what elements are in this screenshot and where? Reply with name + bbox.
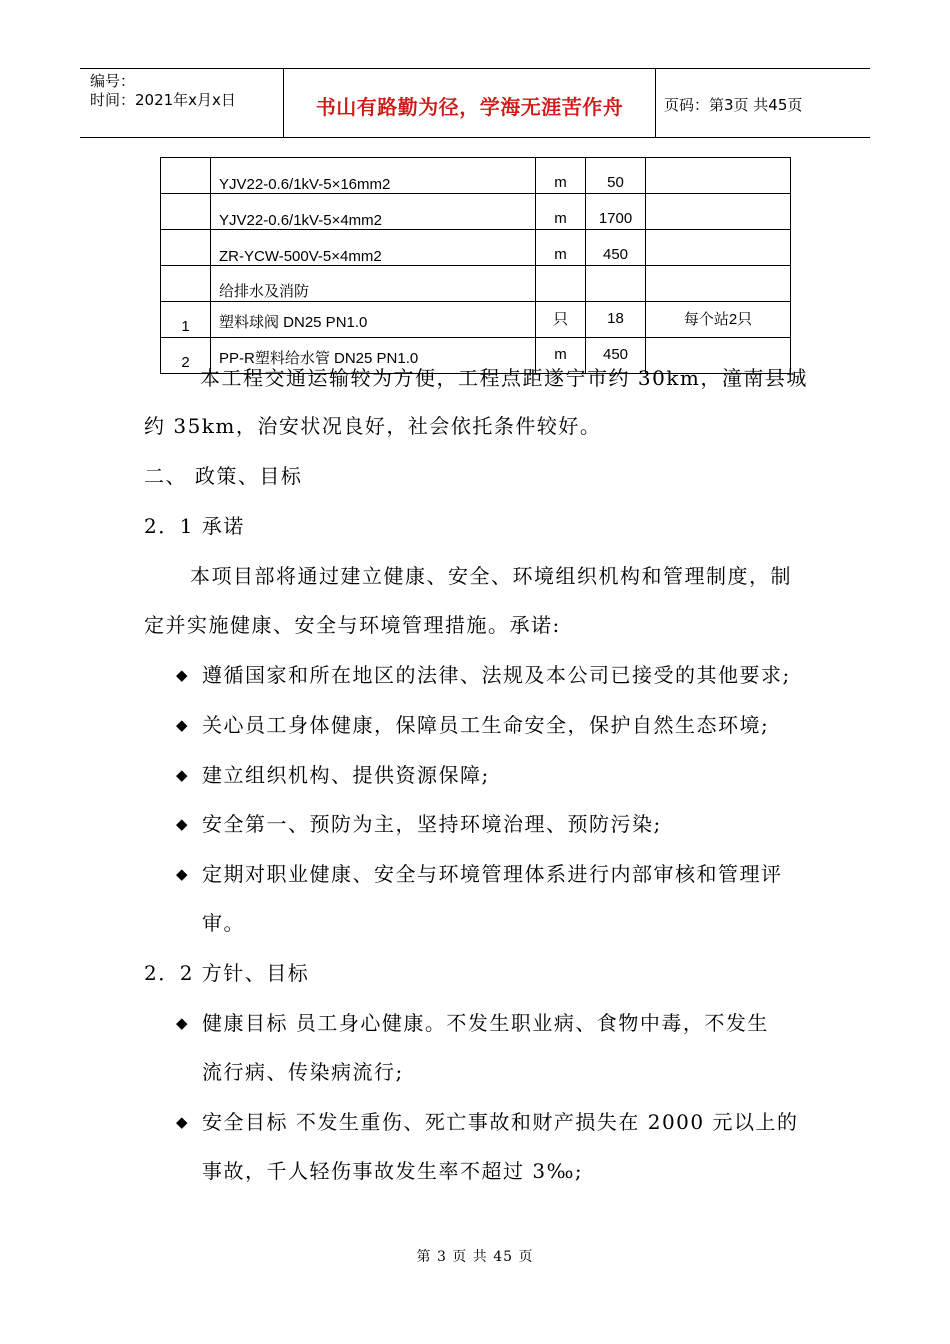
goal-safety-line1: 安全目标 不发生重伤、死亡事故和财产损失在 2000 元以上的 (202, 1110, 799, 1134)
page-header (80, 68, 870, 138)
paragraph-transport-line2: 约 35km，治安状况良好，社会依托条件较好。 (144, 414, 602, 438)
diamond-bullet-icon: ◆ (176, 1014, 188, 1032)
commitment-item-5-line2: 审。 (202, 911, 245, 935)
cell-number: 2 (161, 338, 211, 374)
diamond-bullet-icon: ◆ (176, 815, 188, 833)
diamond-bullet-icon: ◆ (176, 766, 188, 784)
cell-quantity: 450 (586, 338, 646, 374)
motto-text: 书山有路勤为径，学海无涯苦作舟 (315, 95, 624, 119)
table-row (161, 194, 791, 230)
cell-number (161, 158, 211, 194)
cell-number (161, 194, 211, 230)
cell-item-name: ZR-YCW-500V-5×4mm2 (211, 230, 536, 266)
commitment-item-2: 关心员工身体健康，保障员工生命安全，保护自然生态环境; (202, 713, 770, 737)
table-row (161, 266, 791, 302)
header-meta-cell (80, 69, 284, 137)
goal-safety-line2: 事故，千人轻伤事故发生率不超过 3‰; (202, 1159, 584, 1183)
table-row (161, 158, 791, 194)
cell-remark (646, 230, 791, 266)
date-label: 时间：2021年x月x日 (90, 91, 236, 109)
cell-unit: m (536, 158, 586, 194)
materials-table-body (161, 158, 791, 374)
cell-quantity: 50 (586, 158, 646, 194)
materials-table (160, 157, 791, 374)
diamond-bullet-icon: ◆ (176, 716, 188, 734)
header-page-cell (656, 69, 870, 137)
commitment-item-1: 遵循国家和所在地区的法律、法规及本公司已接受的其他要求; (202, 663, 791, 687)
commitment-item-5-line1: 定期对职业健康、安全与环境管理体系进行内部审核和管理评 (202, 862, 783, 886)
table-row (161, 230, 791, 266)
cell-unit: m (536, 338, 586, 374)
cell-quantity (586, 266, 646, 302)
cell-number (161, 266, 211, 302)
cell-remark: 每个站2只 (646, 302, 791, 338)
section-heading-policy: 二、 政策、目标 (144, 464, 303, 488)
cell-remark (646, 266, 791, 302)
cell-item-name: PP-R塑料给水管 DN25 PN1.0 (211, 338, 536, 374)
goal-health-line2: 流行病、传染病流行; (202, 1060, 404, 1084)
commitment-item-3: 建立组织机构、提供资源保障; (202, 763, 490, 787)
diamond-bullet-icon: ◆ (176, 666, 188, 684)
cell-quantity: 18 (586, 302, 646, 338)
diamond-bullet-icon: ◆ (176, 865, 188, 883)
cell-number (161, 230, 211, 266)
cell-quantity: 1700 (586, 194, 646, 230)
cell-remark (646, 158, 791, 194)
commitment-item-4: 安全第一、预防为主，坚持环境治理、预防污染; (202, 812, 662, 836)
cell-item-name: 给排水及消防 (211, 266, 536, 302)
section-heading-commitment: 2．1 承诺 (144, 514, 245, 538)
cell-unit: m (536, 194, 586, 230)
cell-unit: m (536, 230, 586, 266)
cell-unit: 只 (536, 302, 586, 338)
cell-item-name: 塑料球阀 DN25 PN1.0 (211, 302, 536, 338)
section-heading-goals: 2．2 方针、目标 (144, 961, 310, 985)
paragraph-transport-line1: 本工程交通运输较为方便，工程点距遂宁市约 30km，潼南县城 (200, 366, 808, 390)
cell-number: 1 (161, 302, 211, 338)
cell-item-name: YJV22-0.6/1kV-5×4mm2 (211, 194, 536, 230)
header-motto-cell (284, 69, 656, 137)
cell-quantity: 450 (586, 230, 646, 266)
cell-unit (536, 266, 586, 302)
cell-remark (646, 194, 791, 230)
cell-item-name: YJV22-0.6/1kV-5×16mm2 (211, 158, 536, 194)
table-row (161, 302, 791, 338)
page-info: 页码：第3页 共45页 (664, 96, 803, 114)
paragraph-commitment-line1: 本项目部将通过建立健康、安全、环境组织机构和管理制度，制 (190, 564, 792, 588)
page-footer: 第 3 页 共 45 页 (416, 1249, 534, 1265)
paragraph-commitment-line2: 定并实施健康、安全与环境管理措施。承诺: (144, 613, 561, 637)
serial-label: 编号： (90, 72, 136, 90)
diamond-bullet-icon: ◆ (176, 1113, 188, 1131)
goal-health-line1: 健康目标 员工身心健康。不发生职业病、食物中毒，不发生 (202, 1011, 769, 1035)
